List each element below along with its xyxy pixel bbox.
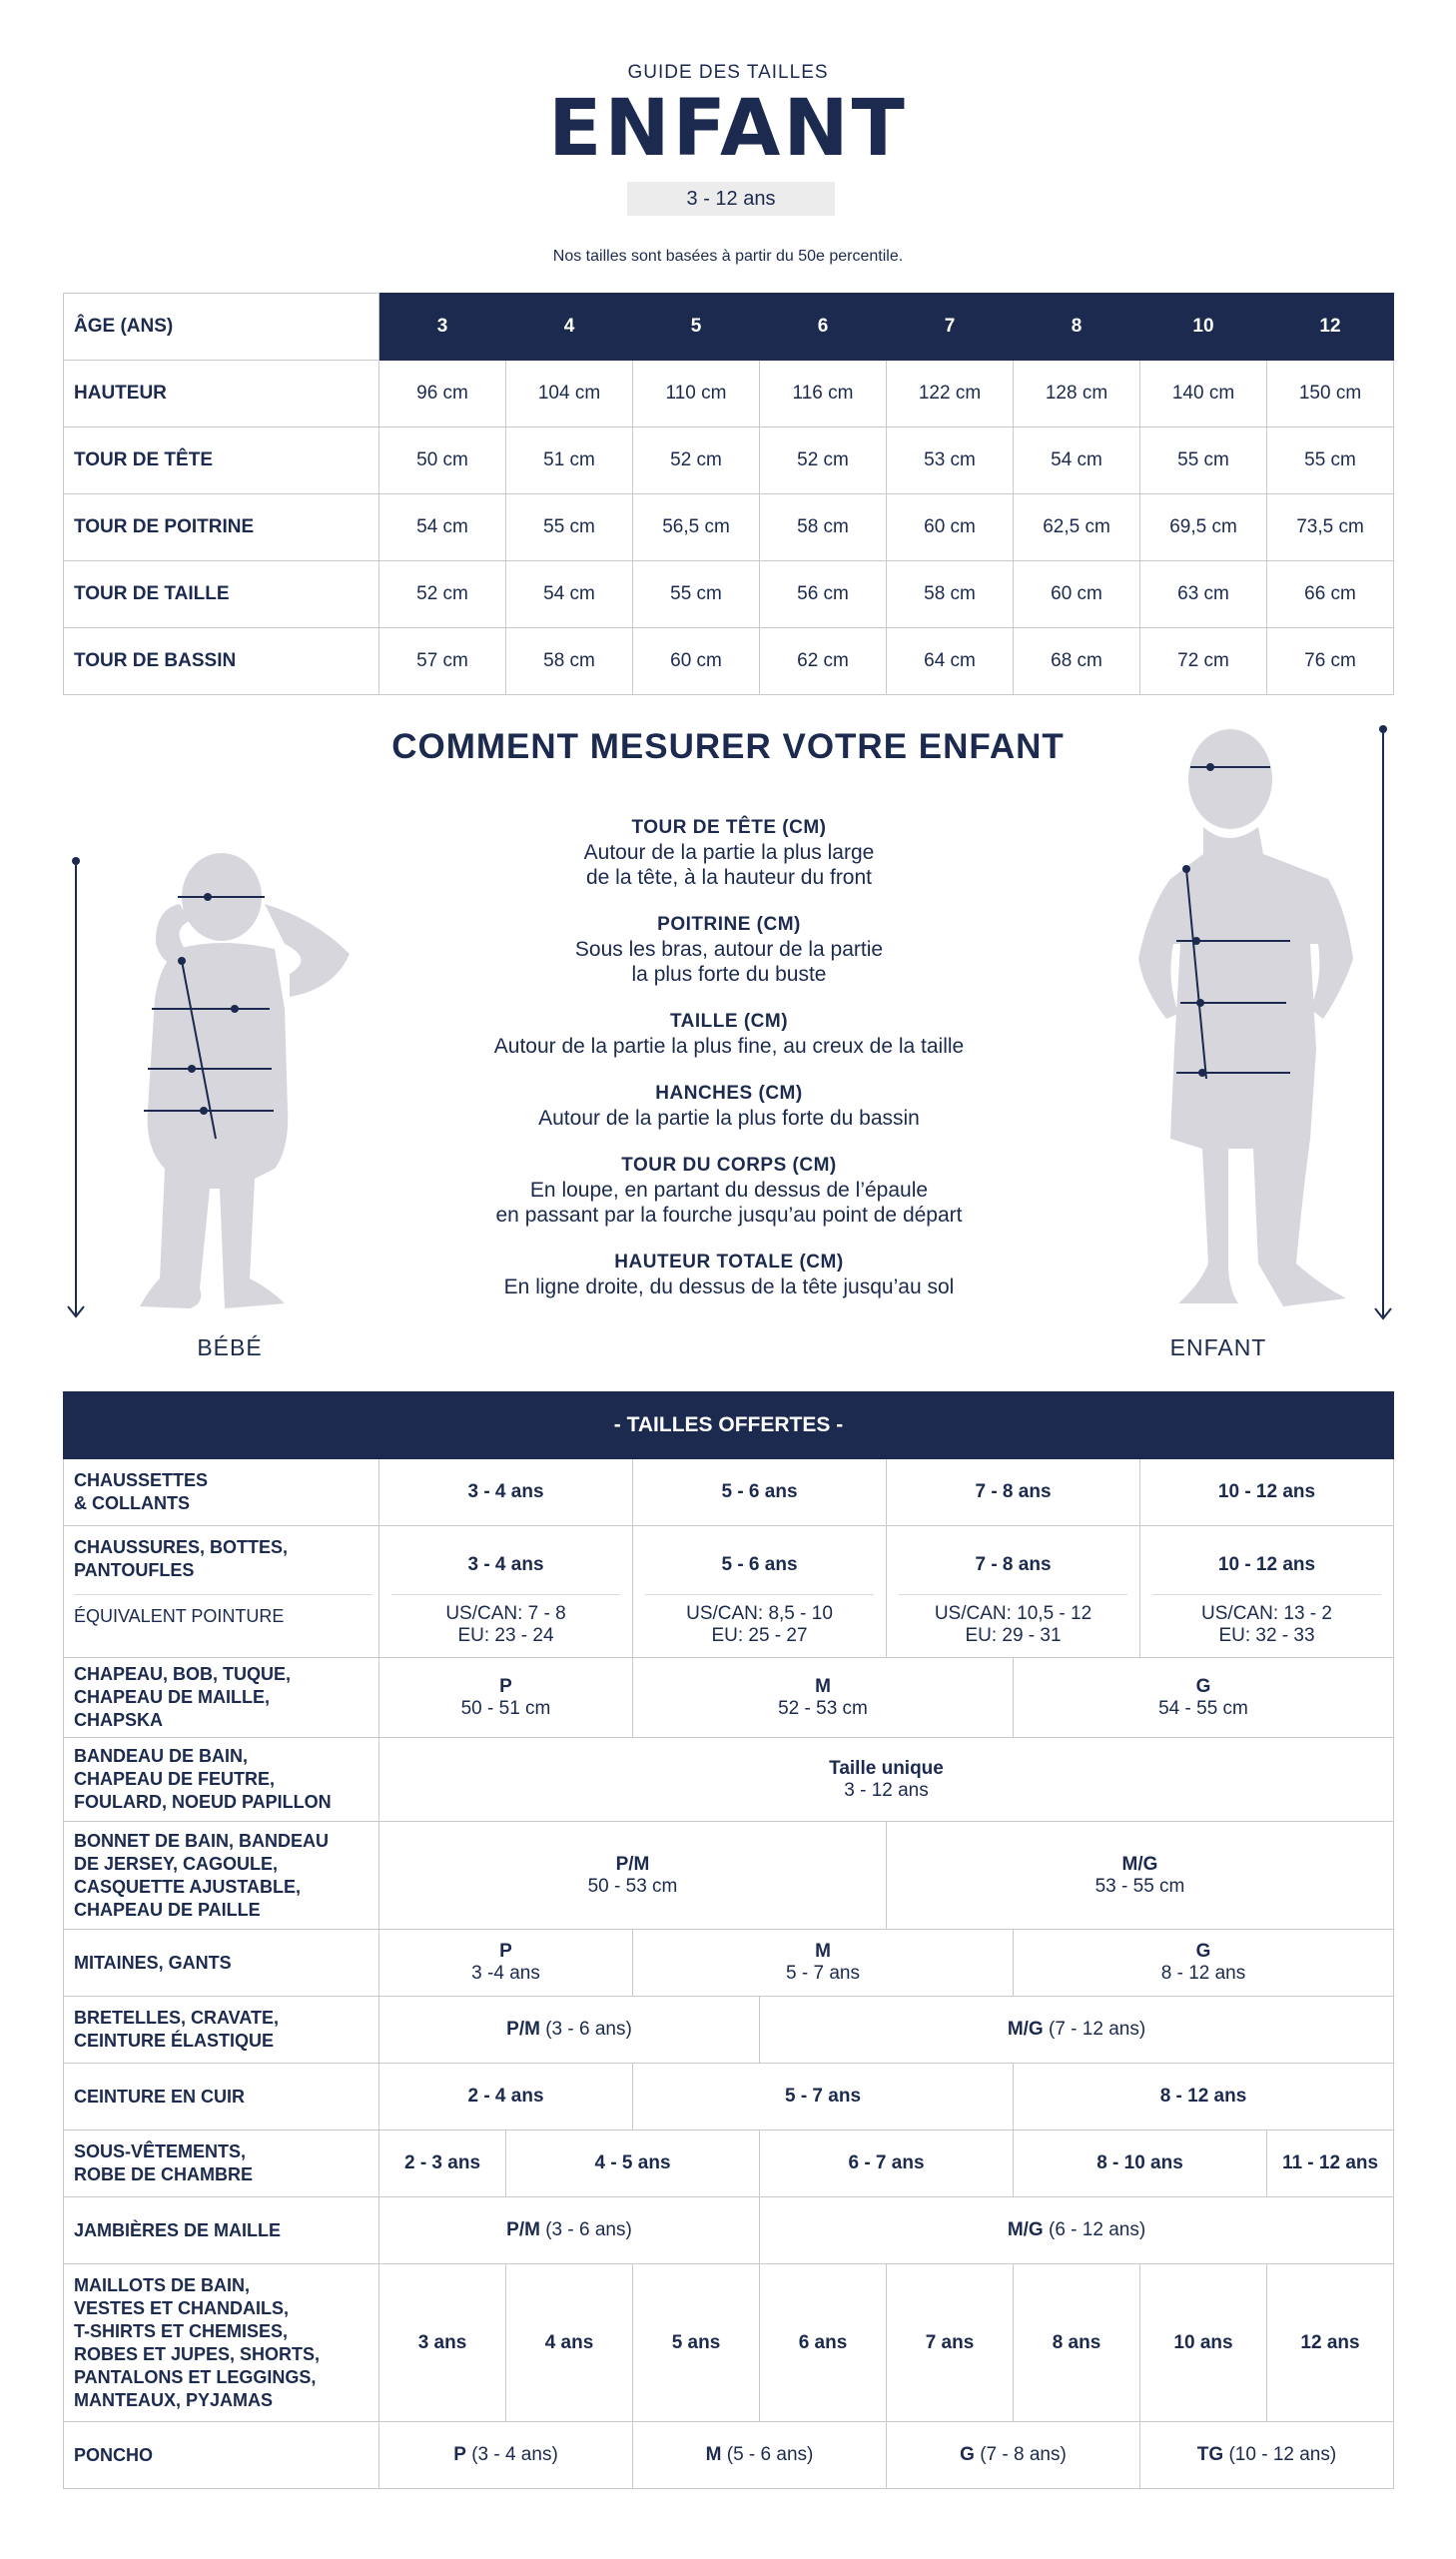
cell: 140 cm: [1140, 361, 1267, 427]
row-label: MAILLOTS DE BAIN, VESTES ET CHANDAILS, T-SHIRTS ET CHEMISES, ROBES ET JUPES, SHORTS, PANTALONS ET LEGGINGS, MANTEAUX, PYJAMAS: [64, 2264, 379, 2422]
cell: M (5 - 6 ans): [633, 2422, 887, 2489]
row-label: SOUS-VÊTEMENTS, ROBE DE CHAMBRE: [64, 2131, 379, 2197]
instruction-chest: [429, 912, 1029, 987]
table-row: [64, 2264, 1394, 2422]
table-row: [64, 1658, 1394, 1738]
instruction-heading: POITRINE (CM): [657, 914, 801, 935]
cell: 60 cm: [1014, 561, 1140, 628]
cell: 63 cm: [1140, 561, 1267, 628]
cell: 60 cm: [887, 494, 1014, 561]
age-col: 4: [506, 294, 633, 361]
cell: 10 - 12 ans US/CAN: 13 - 2 EU: 32 - 33: [1140, 1526, 1394, 1658]
row-label: BONNET DE BAIN, BANDEAU DE JERSEY, CAGOULE, CASQUETTE AJUSTABLE, CHAPEAU DE PAILLE: [64, 1822, 379, 1930]
cell: M/G (6 - 12 ans): [760, 2197, 1394, 2264]
cell: P 3 -4 ans: [379, 1930, 633, 1997]
instruction-text: de la tête, à la hauteur du front: [585, 866, 873, 889]
cell: 128 cm: [1014, 361, 1140, 427]
cell: 54 cm: [1014, 427, 1140, 494]
table-row: [64, 2422, 1394, 2489]
cell: 3 - 4 ans: [379, 1459, 633, 1526]
cell: 62 cm: [760, 628, 887, 695]
cell: 54 cm: [506, 561, 633, 628]
row-label: MITAINES, GANTS: [64, 1930, 379, 1997]
cell: 58 cm: [506, 628, 633, 695]
cell: 6 - 7 ans: [760, 2131, 1014, 2197]
cell: 3 ans: [379, 2264, 506, 2422]
cell: 2 - 4 ans: [379, 2064, 633, 2131]
instruction-heading: HANCHES (CM): [655, 1083, 803, 1104]
cell: 76 cm: [1267, 628, 1394, 695]
cell: 5 - 6 ans US/CAN: 8,5 - 10 EU: 25 - 27: [633, 1526, 887, 1658]
measure-instructions: [429, 815, 1029, 1321]
table-row: [64, 1526, 1394, 1658]
baby-silhouette: [60, 849, 379, 1328]
table-row: [64, 494, 1394, 561]
instruction-total-height: [429, 1250, 1029, 1299]
instruction-head: [429, 815, 1029, 890]
guide-subtitle: GUIDE DES TAILLES: [627, 62, 829, 83]
how-to-measure-title: COMMENT MESURER VOTRE ENFANT: [391, 727, 1065, 766]
cell: 52 cm: [760, 427, 887, 494]
cell: M 52 - 53 cm: [633, 1658, 1014, 1738]
percentile-note: Nos tailles sont basées à partir du 50e percentile.: [552, 248, 904, 265]
cell: 7 - 8 ans: [887, 1459, 1140, 1526]
cell: 4 - 5 ans: [506, 2131, 760, 2197]
instruction-heading: TAILLE (CM): [669, 1011, 789, 1032]
row-label: PONCHO: [64, 2422, 379, 2489]
cell: 5 ans: [633, 2264, 760, 2422]
offered-sizes-table: [63, 1391, 1394, 2489]
instruction-heading: TOUR DE TÊTE (CM): [631, 817, 827, 838]
cell: 2 - 3 ans: [379, 2131, 506, 2197]
cell: 4 ans: [506, 2264, 633, 2422]
row-label: JAMBIÈRES DE MAILLE: [64, 2197, 379, 2264]
age-col: 3: [379, 294, 506, 361]
cell: 51 cm: [506, 427, 633, 494]
cell: 3 - 4 ans US/CAN: 7 - 8 EU: 23 - 24: [379, 1526, 633, 1658]
cell: 7 - 8 ans US/CAN: 10,5 - 12 EU: 29 - 31: [887, 1526, 1140, 1658]
age-col: 12: [1267, 294, 1394, 361]
table-row: [64, 628, 1394, 695]
row-label: CEINTURE EN CUIR: [64, 2064, 379, 2131]
cell: 54 cm: [379, 494, 506, 561]
cell: M 5 - 7 ans: [633, 1930, 1014, 1997]
cell: 10 - 12 ans: [1140, 1459, 1394, 1526]
row-label: TOUR DE BASSIN: [64, 628, 379, 695]
cell: G 54 - 55 cm: [1014, 1658, 1394, 1738]
cell: 8 ans: [1014, 2264, 1140, 2422]
age-range-badge: 3 - 12 ans: [627, 182, 835, 216]
row-label: HAUTEUR: [64, 361, 379, 427]
row-label: CHAPEAU, BOB, TUQUE, CHAPEAU DE MAILLE, CHAPSKA: [64, 1658, 379, 1738]
offered-sizes-banner: - TAILLES OFFERTES -: [64, 1392, 1394, 1459]
instruction-text: Autour de la partie la plus large: [583, 841, 875, 864]
measurements-table: [63, 293, 1394, 695]
table-row: [64, 561, 1394, 628]
cell: 6 ans: [760, 2264, 887, 2422]
age-col: 5: [633, 294, 760, 361]
age-col: 10: [1140, 294, 1267, 361]
equivalent-size-label: ÉQUIVALENT POINTURE: [74, 1594, 372, 1628]
cell: 60 cm: [633, 628, 760, 695]
row-label: CHAUSSETTES & COLLANTS: [64, 1459, 379, 1526]
cell: 56,5 cm: [633, 494, 760, 561]
cell: 73,5 cm: [1267, 494, 1394, 561]
cell: 11 - 12 ans: [1267, 2131, 1394, 2197]
table-row: [64, 1997, 1394, 2064]
instruction-hips: [429, 1081, 1029, 1131]
cell: P/M (3 - 6 ans): [379, 1997, 760, 2064]
cell: 96 cm: [379, 361, 506, 427]
row-label: TOUR DE TAILLE: [64, 561, 379, 628]
instruction-text: Sous les bras, autour de la partie: [574, 938, 884, 961]
cell: P (3 - 4 ans): [379, 2422, 633, 2489]
age-col: 6: [760, 294, 887, 361]
row-label: TOUR DE POITRINE: [64, 494, 379, 561]
cell: 55 cm: [506, 494, 633, 561]
table-row: [64, 1738, 1394, 1822]
cell: 66 cm: [1267, 561, 1394, 628]
cell: 57 cm: [379, 628, 506, 695]
age-label: ÂGE (ANS): [64, 294, 379, 361]
instruction-heading: HAUTEUR TOTALE (CM): [614, 1252, 844, 1273]
instruction-text: la plus forte du buste: [631, 963, 827, 986]
cell: 104 cm: [506, 361, 633, 427]
cell: 55 cm: [1267, 427, 1394, 494]
cell: 55 cm: [633, 561, 760, 628]
instruction-text: en passant par la fourche jusqu’au point de départ: [495, 1204, 963, 1227]
instruction-text: Autour de la partie la plus fine, au creux de la taille: [493, 1035, 965, 1058]
cell: 122 cm: [887, 361, 1014, 427]
cell: 50 cm: [379, 427, 506, 494]
table-row: [64, 1459, 1394, 1526]
cell: 58 cm: [760, 494, 887, 561]
cell: P 50 - 51 cm: [379, 1658, 633, 1738]
row-label: BRETELLES, CRAVATE, CEINTURE ÉLASTIQUE: [64, 1997, 379, 2064]
cell: 116 cm: [760, 361, 887, 427]
baby-label: BÉBÉ: [197, 1334, 263, 1360]
row-label: CHAUSSURES, BOTTES, PANTOUFLES ÉQUIVALENT POINTURE: [64, 1526, 379, 1658]
cell: TG (10 - 12 ans): [1140, 2422, 1394, 2489]
cell: 55 cm: [1140, 427, 1267, 494]
instruction-waist: [429, 1009, 1029, 1059]
child-silhouette: [1079, 719, 1408, 1328]
cell: P/M 50 - 53 cm: [379, 1822, 887, 1930]
cell: G (7 - 8 ans): [887, 2422, 1140, 2489]
cell: Taille unique 3 - 12 ans: [379, 1738, 1394, 1822]
cell: M/G 53 - 55 cm: [887, 1822, 1394, 1930]
cell: 69,5 cm: [1140, 494, 1267, 561]
cell: 5 - 7 ans: [633, 2064, 1014, 2131]
cell: 52 cm: [379, 561, 506, 628]
instruction-body-loop: [429, 1153, 1029, 1228]
table-row: [64, 2197, 1394, 2264]
cell: 12 ans: [1267, 2264, 1394, 2422]
table-row: [64, 2131, 1394, 2197]
cell: 10 ans: [1140, 2264, 1267, 2422]
cell: 110 cm: [633, 361, 760, 427]
page-title: ENFANT: [548, 84, 908, 174]
instruction-text: Autour de la partie la plus forte du bassin: [538, 1107, 920, 1130]
cell: 68 cm: [1014, 628, 1140, 695]
instruction-heading: TOUR DU CORPS (CM): [621, 1155, 837, 1176]
cell: M/G (7 - 12 ans): [760, 1997, 1394, 2064]
age-col: 8: [1014, 294, 1140, 361]
cell: 64 cm: [887, 628, 1014, 695]
cell: 7 ans: [887, 2264, 1014, 2422]
cell: 52 cm: [633, 427, 760, 494]
table-row: [64, 361, 1394, 427]
cell: 150 cm: [1267, 361, 1394, 427]
cell: 58 cm: [887, 561, 1014, 628]
table-row: [64, 1930, 1394, 1997]
cell: 56 cm: [760, 561, 887, 628]
table-row: [64, 427, 1394, 494]
cell: G 8 - 12 ans: [1014, 1930, 1394, 1997]
table-row: [64, 2064, 1394, 2131]
instruction-text: En loupe, en partant du dessus de l’épaule: [529, 1179, 929, 1202]
cell: 5 - 6 ans: [633, 1459, 887, 1526]
age-header-row: [64, 294, 1394, 361]
table-row: [64, 1822, 1394, 1930]
child-label: ENFANT: [1169, 1334, 1267, 1360]
row-label: TOUR DE TÊTE: [64, 427, 379, 494]
instruction-text: En ligne droite, du dessus de la tête jusqu’au sol: [503, 1276, 955, 1298]
age-col: 7: [887, 294, 1014, 361]
row-label: BANDEAU DE BAIN, CHAPEAU DE FEUTRE, FOULARD, NOEUD PAPILLON: [64, 1738, 379, 1822]
cell: 53 cm: [887, 427, 1014, 494]
cell: 72 cm: [1140, 628, 1267, 695]
cell: 62,5 cm: [1014, 494, 1140, 561]
cell: 8 - 10 ans: [1014, 2131, 1267, 2197]
cell: 8 - 12 ans: [1014, 2064, 1394, 2131]
cell: P/M (3 - 6 ans): [379, 2197, 760, 2264]
